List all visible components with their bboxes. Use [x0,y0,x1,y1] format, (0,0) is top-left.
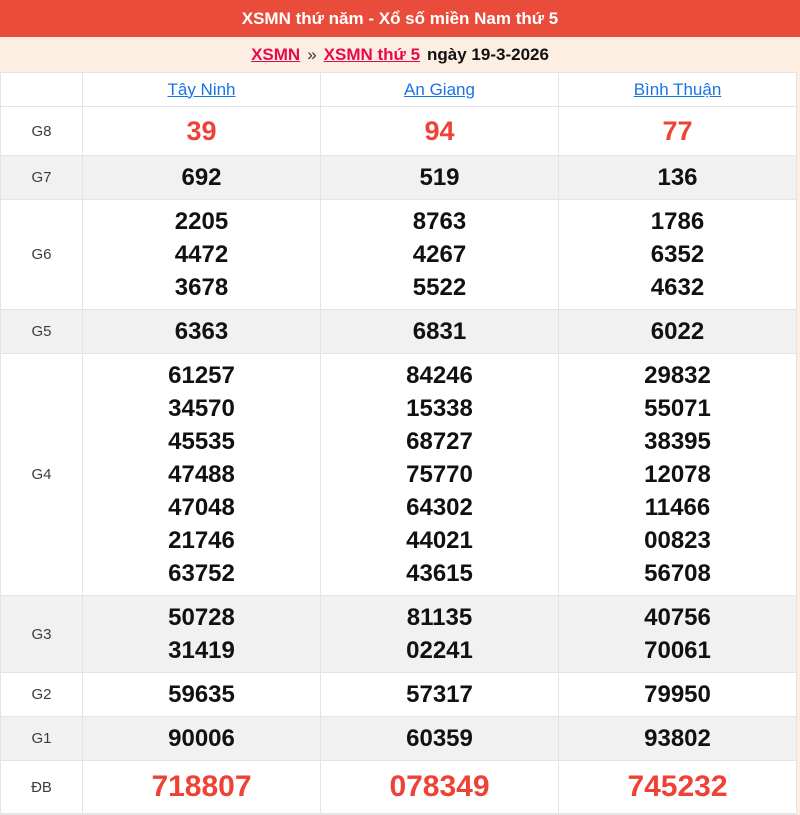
prize-number: 519 [419,164,460,191]
prize-number: 47488 [168,461,235,488]
prize-cell-g1-col0 [83,717,321,761]
prize-row-g3 [1,596,797,673]
prize-number: 692 [181,164,222,191]
prize-number: 718807 [151,770,252,803]
prize-row-g8 [1,107,797,156]
prize-row-g7 [1,156,797,200]
prize-label-g6: G6 [1,200,83,310]
prize-number: 44021 [406,527,473,554]
prize-number: 94 [424,116,455,146]
prize-cell-g4-col2 [559,354,797,596]
prize-cell-g5-col0 [83,310,321,354]
prize-number: 84246 [406,362,473,389]
prize-number: 47048 [168,494,235,521]
prize-number: 745232 [627,770,728,803]
province-header-row [1,73,797,107]
prize-number: 21746 [168,527,235,554]
prize-label-g8: G8 [1,107,83,156]
corner-cell [1,73,83,107]
prize-number: 00823 [644,527,711,554]
province-link-binh-thuan[interactable]: Bình Thuận [633,79,722,99]
breadcrumb [0,37,800,72]
prize-cell-g7-col2 [559,156,797,200]
prize-number: 93802 [644,725,711,752]
prize-row-g2 [1,673,797,717]
prize-cell-db-col2 [559,761,797,814]
prize-cell-g4-col0 [83,354,321,596]
prize-cell-db-col1 [321,761,559,814]
prize-number: 12078 [644,461,711,488]
prize-cell-g5-col1 [321,310,559,354]
prize-number: 59635 [168,681,235,708]
province-link-tay-ninh[interactable]: Tây Ninh [167,79,236,99]
prize-number: 31419 [168,637,235,664]
prize-cell-g7-col0 [83,156,321,200]
prize-row-g4 [1,354,797,596]
prize-number: 70061 [644,637,711,664]
prize-number: 15338 [406,395,473,422]
prize-label-g2: G2 [1,673,83,717]
prize-number: 56708 [644,560,711,587]
prize-number: 078349 [389,770,490,803]
prize-number: 75770 [406,461,473,488]
prize-number: 79950 [644,681,711,708]
prize-number: 6022 [650,318,705,345]
prize-number: 64302 [406,494,473,521]
prize-number: 38395 [644,428,711,455]
province-link-an-giang[interactable]: An Giang [404,79,475,99]
prize-number: 29832 [644,362,711,389]
prize-label-g5: G5 [1,310,83,354]
prize-number: 43615 [406,560,473,587]
prize-number: 1786 [650,208,705,235]
prize-number: 136 [657,164,698,191]
prize-row-g6 [1,200,797,310]
prize-number: 4267 [412,241,467,268]
prize-number: 61257 [168,362,235,389]
prize-number: 50728 [168,604,235,631]
prize-number: 90006 [168,725,235,752]
prize-number: 11466 [644,494,711,521]
prize-cell-g6-col2 [559,200,797,310]
prize-cell-g8-col2 [559,107,797,156]
title-bar [0,0,800,37]
breadcrumb-date: ngày 19-3-2026 [427,44,549,64]
prize-cell-g7-col1 [321,156,559,200]
prize-number: 60359 [406,725,473,752]
prize-cell-g8-col0 [83,107,321,156]
prize-number: 02241 [406,637,473,664]
prize-number: 5522 [412,274,467,301]
prize-number: 45535 [168,428,235,455]
prize-row-g5 [1,310,797,354]
prize-cell-g6-col1 [321,200,559,310]
prize-label-g3: G3 [1,596,83,673]
prize-cell-g1-col1 [321,717,559,761]
prize-number: 3678 [174,274,229,301]
prize-cell-g2-col0 [83,673,321,717]
prize-cell-g3-col1 [321,596,559,673]
prize-label-g7: G7 [1,156,83,200]
prize-number: 40756 [644,604,711,631]
prize-cell-g6-col0 [83,200,321,310]
prize-number: 6352 [650,241,705,268]
prize-number: 8763 [412,208,467,235]
prize-label-g4: G4 [1,354,83,596]
prize-number: 4632 [650,274,705,301]
prize-number: 57317 [406,681,473,708]
prize-number: 55071 [644,395,711,422]
breadcrumb-link-xsmn[interactable]: XSMN [251,44,301,64]
prize-number: 63752 [168,560,235,587]
prize-number: 68727 [406,428,473,455]
prize-cell-g2-col1 [321,673,559,717]
breadcrumb-link-xsmn-thu-5[interactable]: XSMN thứ 5 [323,44,421,64]
prize-number: 39 [186,116,217,146]
prize-number: 4472 [174,241,229,268]
prize-number: 6831 [412,318,467,345]
results-table [0,72,797,814]
prize-number: 2205 [174,208,229,235]
prize-row-db [1,761,797,814]
prize-number: 77 [662,116,693,146]
prize-cell-g3-col0 [83,596,321,673]
prize-cell-g3-col2 [559,596,797,673]
prize-cell-g8-col1 [321,107,559,156]
prize-label-g1: G1 [1,717,83,761]
prize-number: 34570 [168,395,235,422]
prize-label-db: ĐB [1,761,83,814]
prize-row-g1 [1,717,797,761]
prize-cell-g5-col2 [559,310,797,354]
prize-number: 81135 [406,604,473,631]
breadcrumb-separator: » [307,44,317,64]
prize-cell-g1-col2 [559,717,797,761]
prize-cell-g2-col2 [559,673,797,717]
prize-cell-db-col0 [83,761,321,814]
prize-cell-g4-col1 [321,354,559,596]
results-panel [0,72,800,814]
prize-number: 6363 [174,318,229,345]
page-title: XSMN thứ năm - Xổ số miền Nam thứ 5 [241,8,559,28]
